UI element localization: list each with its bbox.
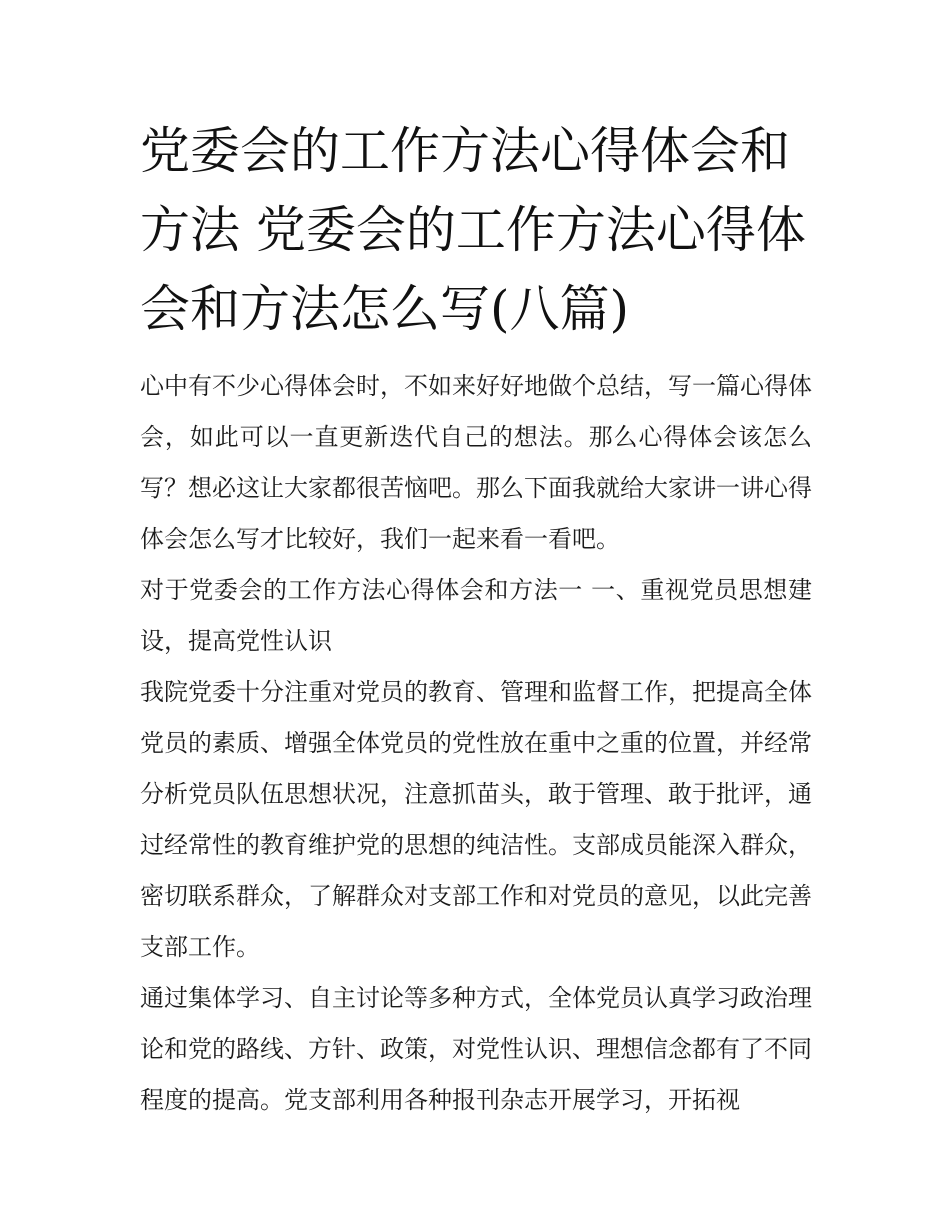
body-paragraph: 通过集体学习、自主讨论等多种方式，全体党员认真学习政治理论和党的路线、方针、政策，对党性认识、理想信念都有了不同程度的提高。党支部利用各种报刊杂志开展学习，开拓视 bbox=[140, 984, 812, 1114]
document-body bbox=[140, 361, 812, 1126]
document-title: 党委会的工作方法心得体会和方法 党委会的工作方法心得体会和方法怎么写(八篇) bbox=[140, 122, 806, 338]
body-paragraph: 我院党委十分注重对党员的教育、管理和监督工作，把提高全体党员的素质、增强全体党员的党性放在重中之重的位置，并经常分析党员队伍思想状况，注意抓苗头，敢于管理、敢于批评，通过经常性的教育维护党的思想的纯洁性。支部成员能深入群众，密切联系群众，了解群众对支部工作和对党员的意见，以此完善支部工作。 bbox=[140, 678, 812, 961]
intro-paragraph: 心中有不少心得体会时，不如来好好地做个总结，写一篇心得体会，如此可以一直更新迭代自己的想法。那么心得体会该怎么写？想必这让大家都很苦恼吧。那么下面我就给大家讲一讲心得体会怎么写才比较好，我们一起来看一看吧。 bbox=[140, 372, 812, 553]
document-page bbox=[140, 112, 812, 1126]
section-heading-paragraph: 对于党委会的工作方法心得体会和方法一 一、重视党员思想建设，提高党性认识 bbox=[140, 576, 812, 655]
